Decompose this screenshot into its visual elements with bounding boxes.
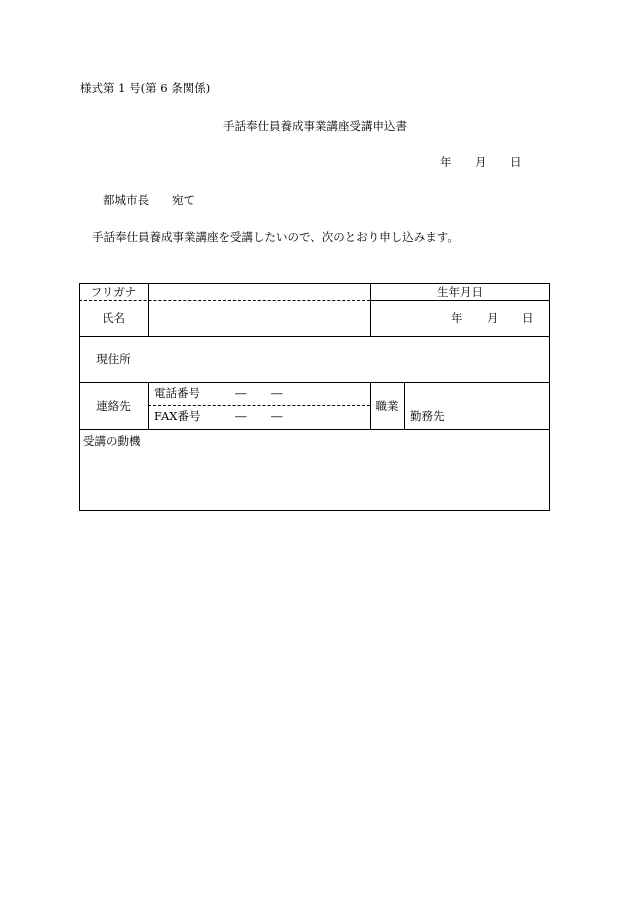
- date-day-unit: 日: [510, 155, 522, 169]
- form-number: 様式第 1 号(第 6 条関係): [80, 81, 211, 95]
- phone-fax-dashed-divider: [148, 405, 370, 406]
- row-divider: [79, 382, 550, 383]
- workplace-label: 勤務先: [410, 409, 445, 423]
- fax-label: FAX番号: [154, 409, 201, 423]
- phone-separator: ―: [235, 386, 247, 400]
- motivation-label: 受講の動機: [83, 434, 141, 448]
- date-month-unit: 月: [475, 155, 487, 169]
- birthdate-label: 生年月日: [437, 284, 483, 299]
- fax-separator: ―: [271, 409, 283, 423]
- contact-label: 連絡先: [96, 398, 131, 413]
- phone-label: 電話番号: [154, 386, 200, 400]
- address-label: 現住所: [96, 352, 131, 366]
- form-title: 手話奉仕員養成事業講座受講申込書: [223, 119, 407, 133]
- application-table: [79, 283, 550, 511]
- name-label: 氏名: [102, 311, 125, 325]
- birthdate-day-unit: 日: [522, 311, 534, 325]
- motivation-field: [79, 429, 550, 511]
- application-statement: 手話奉仕員養成事業講座を受講したいので、次のとおり申し込みます。: [92, 230, 459, 244]
- column-divider: [404, 382, 405, 429]
- addressee-name: 都城市長: [103, 193, 149, 207]
- row-divider: [370, 300, 550, 301]
- name-field: [148, 300, 370, 336]
- phone-separator: ―: [271, 386, 283, 400]
- occupation-label: 職業: [375, 398, 399, 413]
- addressee-suffix: 宛て: [172, 193, 195, 207]
- fax-separator: ―: [235, 409, 247, 423]
- date-year-unit: 年: [440, 155, 452, 169]
- birthdate-month-unit: 月: [487, 311, 499, 325]
- birthdate-year-unit: 年: [451, 311, 463, 325]
- furigana-field: [148, 283, 370, 300]
- address-field: [148, 336, 550, 382]
- furigana-label: フリガナ: [90, 284, 137, 299]
